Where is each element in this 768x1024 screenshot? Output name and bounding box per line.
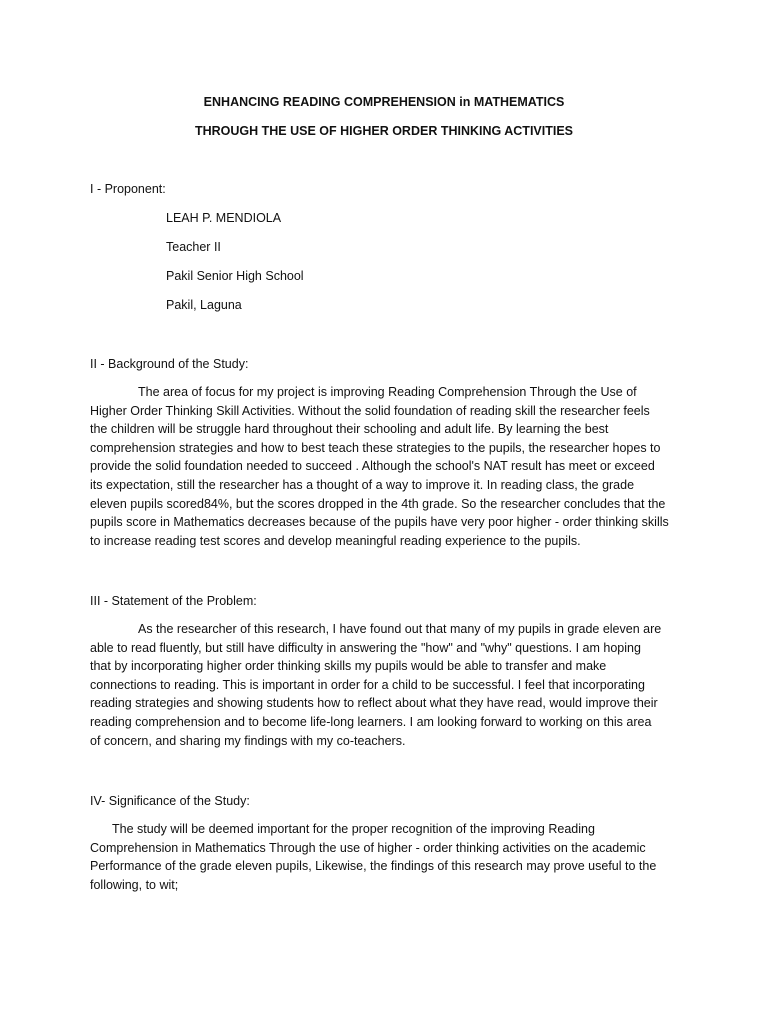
paragraph-line: As the researcher of this research, I have found out that many of my pupils in grade eleven are bbox=[138, 622, 662, 636]
paragraph-line: Comprehension in Mathematics Through the use of higher - order thinking activities on the academic bbox=[90, 840, 646, 855]
significance-heading: IV- Significance of the Study: bbox=[90, 794, 250, 808]
paragraph-line: provide the solid foundation needed to succeed . Although the school's NAT result has meet or exceed bbox=[90, 459, 655, 474]
proponent-position: Teacher II bbox=[166, 240, 221, 254]
paragraph-line: the children will be struggle hard throughout their schooling and adult life. By learning the best bbox=[90, 422, 609, 437]
paragraph-line: comprehension strategies and how to best teach these strategies to the pupils, the researcher hopes to bbox=[90, 440, 661, 455]
paragraph-line: following, to wit; bbox=[90, 877, 179, 892]
paragraph-line: Higher Order Thinking Skill Activities. Without the solid foundation of reading skill the researcher feels bbox=[90, 403, 650, 418]
paragraph-line: able to read fluently, but still have difficulty in answering the "how" and "why" questions. I am hoping bbox=[90, 640, 641, 655]
significance-paragraph bbox=[90, 820, 680, 894]
paragraph-line: connections to reading. This is important in order for a child to be successful. I feel that incorporating bbox=[90, 677, 645, 692]
statement-heading: III - Statement of the Problem: bbox=[90, 594, 257, 608]
proponent-school: Pakil Senior High School bbox=[166, 269, 304, 283]
paragraph-line: pupils score in Mathematics decreases because of the pupils have very poor higher - order thinking skills bbox=[90, 515, 669, 530]
statement-paragraph bbox=[90, 620, 680, 750]
paragraph-line: to increase reading test scores and develop meaningful reading experience to the pupils. bbox=[90, 533, 581, 548]
proponent-heading: I - Proponent: bbox=[90, 182, 166, 196]
paragraph-line: The area of focus for my project is improving Reading Comprehension Through the Use of bbox=[138, 385, 637, 399]
proponent-name: LEAH P. MENDIOLA bbox=[166, 211, 282, 225]
document-title-line-1: ENHANCING READING COMPREHENSION in MATHEMATICS bbox=[203, 95, 565, 109]
background-paragraph bbox=[90, 383, 680, 550]
paragraph-line: its expectation, still the researcher has a thought of a way to improve it. In reading class, the grade bbox=[90, 477, 635, 492]
paragraph-line: Performance of the grade eleven pupils, Likewise, the findings of this research may prove useful to the bbox=[90, 859, 657, 874]
paragraph-line: that by incorporating higher order thinking skills my pupils would be able to transfer and make bbox=[90, 659, 607, 674]
paragraph-line: The study will be deemed important for the proper recognition of the improving Reading bbox=[112, 822, 595, 836]
paragraph-line: of concern, and sharing my findings with my co-teachers. bbox=[90, 733, 406, 748]
document-title-line-2: THROUGH THE USE OF HIGHER ORDER THINKING ACTIVITIES bbox=[194, 124, 574, 138]
paragraph-line: reading strategies and showing students how to reflect about what they have read, would improve their bbox=[90, 696, 658, 711]
paragraph-line: eleven pupils scored84%, but the scores dropped in the 4th grade. So the researcher concludes that the bbox=[90, 496, 666, 511]
paragraph-line: reading comprehension and to become life-long learners. I am looking forward to working on this area bbox=[90, 714, 652, 729]
background-heading: II - Background of the Study: bbox=[90, 357, 249, 371]
proponent-location: Pakil, Laguna bbox=[166, 298, 242, 312]
